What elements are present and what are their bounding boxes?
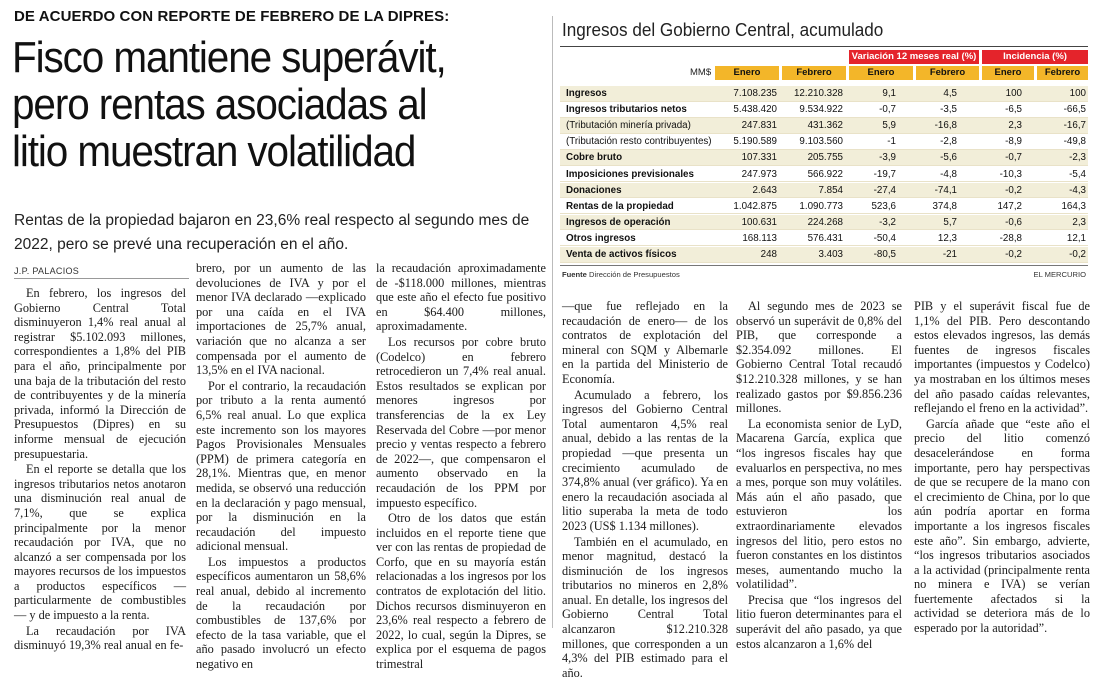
col-header-febrero-var: Febrero: [916, 66, 979, 80]
cell-value: 5.190.589: [733, 136, 777, 148]
cell-value: -21: [942, 249, 957, 260]
cell-value: -0,6: [1005, 216, 1022, 228]
cell-value: -5,4: [1069, 168, 1086, 180]
byline: J.P. PALACIOS: [14, 266, 80, 276]
col-header-febrero-mm: Febrero: [782, 66, 846, 80]
cell-value: -19,7: [873, 168, 896, 180]
paragraph: En el reporte se detalla que los ingresos tributarios netos anotaron una disminución real anual de 7,1%, que se explica principalmente por la menor recaudación por IVA, que no alcanzó a ser compensada por los mayores recursos de los impuestos a productos específicos —particularmente de combustibles— y de impuesto a la renta.: [14, 462, 186, 623]
headline: Fisco mantiene superávit, pero rentas asociadas al litio muestran volatilidad: [12, 33, 446, 176]
row-label: Venta de activos físicos: [566, 249, 677, 260]
cell-value: 248: [760, 249, 777, 260]
cell-value: 107.331: [741, 152, 777, 164]
table-row: [560, 86, 1088, 102]
article-column-2: [196, 261, 366, 673]
cell-value: 9.534.922: [799, 104, 843, 116]
table-row: [560, 150, 1088, 166]
cell-value: 7.108.235: [733, 88, 777, 99]
cell-value: -66,5: [1063, 104, 1086, 116]
paragraph: García añade que “este año el precio del litio comenzó desacelerándose en forma importante, pero hay perspectivas de que se recupere de la mano con el crecimiento de China, por lo que aún podría aportar en forma importante a los ingresos fiscales este año”. Sin embargo, advierte, “los ingresos tributarios asociados a la actividad (principalmente renta no minera e IVA) se verían fuertemente afectados si la actividad se deteriora más de lo esperado por la autoridad”.: [914, 416, 1090, 636]
row-label: Cobre bruto: [566, 152, 623, 164]
table-row: [560, 102, 1088, 118]
cell-value: -5,6: [940, 152, 957, 164]
table-row: [560, 199, 1088, 215]
cell-value: -0,2: [1005, 184, 1022, 196]
cell-value: 431.362: [807, 120, 843, 132]
source-label: Fuente: [562, 270, 587, 279]
article-column-5: [736, 299, 902, 652]
paragraph: brero, por un aumento de las devoluciones de IVA y por el menor IVA declarado —explicado por una caída en el IVA importaciones de 25,7% anual, variación que no alcanza a ser compensada por el aumento de 13,5% en el IVA nacional.: [196, 261, 366, 378]
cell-value: 3.403: [818, 249, 843, 260]
cell-value: 100: [1005, 88, 1022, 99]
row-label: (Tributación resto contribuyentes): [566, 136, 712, 148]
article-column-3: [376, 261, 546, 673]
paragraph: —que fue reflejado en la recaudación de enero— de los contratos de explotación del mineral con SQM y Albemarle en la partida del Ministerio de Economía.: [562, 299, 728, 386]
cell-value: 523,6: [871, 200, 896, 212]
cell-value: -74,1: [934, 184, 957, 196]
cell-value: -8,9: [1005, 136, 1022, 148]
article-column-4: [562, 299, 728, 681]
row-label: Ingresos: [566, 88, 607, 99]
paragraph: La recaudación por IVA disminuyó 19,3% real anual en fe-: [14, 623, 186, 653]
cell-value: 5,7: [943, 216, 957, 228]
cell-value: -80,5: [873, 249, 896, 260]
cell-value: -0,7: [879, 104, 896, 116]
cell-value: 2,3: [1072, 216, 1086, 228]
table-row: [560, 118, 1088, 134]
paragraph: También en el acumulado, en menor magnitud, destacó la disminución de los ingresos tributarios no mineros en 2,8% anual. En detalle, los ingresos del Gobierno Central Total alcanzaron $12.210.328 millones, que corresponden a un 4,3% del PIB estimado para el año.: [562, 534, 728, 680]
table-row: [560, 183, 1088, 199]
paragraph: Al segundo mes de 2023 se observó un superávit de 0,8% del PIB, que corresponde a $2.354.092 millones. El Gobierno Central Total recaudó $12.210.328 millones, y se han realizado gastos por $9.856.236 millones.: [736, 299, 902, 416]
cell-value: 100: [1069, 88, 1086, 99]
source-note: [562, 270, 680, 279]
table-row: [560, 134, 1088, 150]
cell-value: 12,3: [937, 232, 957, 244]
cell-value: -3,5: [940, 104, 957, 116]
table-row: [560, 247, 1088, 263]
paragraph: Por el contrario, la recaudación por tributo a la renta aumentó 6,5% real anual. Lo que explica este incremento son los mayores Pagos Provisionales Mensuales (PPM) de primera categoría en 28,1%. Mientras que, en menor medida, se observó una reducción en la declaración y pago mensual, por la disminución en la recaudación del impuesto adicional mensual.: [196, 378, 366, 554]
row-label: Otros ingresos: [566, 232, 636, 244]
row-label: Imposiciones previsionales: [566, 168, 694, 180]
cell-value: 576.431: [807, 232, 843, 244]
deck: Rentas de la propiedad bajaron en 23,6% real respecto al segundo mes de 2022, pero se prevé una recuperación en el año.: [14, 212, 530, 253]
paragraph: Precisa que “los ingresos del litio fueron determinantes para el superávit del año pasado, ya que estos alcanzaron a 1,6% del: [736, 592, 902, 651]
cell-value: 7.854: [818, 184, 843, 196]
cell-value: -10,3: [999, 168, 1022, 180]
cell-value: 4,5: [943, 88, 957, 99]
cell-value: -4,8: [940, 168, 957, 180]
cell-value: 374,8: [932, 200, 957, 212]
table-row: [560, 215, 1088, 231]
cell-value: 164,3: [1061, 200, 1086, 212]
cell-value: 9,1: [882, 88, 896, 99]
cell-value: 12.210.328: [793, 88, 843, 99]
cell-value: -16,7: [1063, 120, 1086, 132]
cell-value: 100.631: [741, 216, 777, 228]
row-label: Ingresos tributarios netos: [566, 104, 687, 116]
row-label: Rentas de la propiedad: [566, 200, 674, 212]
cell-value: 247.831: [741, 120, 777, 132]
paragraph: La economista senior de LyD, Macarena García, explica que “los ingresos fiscales hay que evaluarlos en perspectiva, no mes a mes, porque son muy volátiles. Más aún el año pasado, que estuvieron los extraordinariamente elevados ingresos del litio, pero estos no fueron constantes en los distintos meses, aumentando mucho la volatilidad”.: [736, 416, 902, 592]
cell-value: -6,5: [1005, 104, 1022, 116]
row-label: Donaciones: [566, 184, 622, 196]
row-label: (Tributación minería privada): [566, 120, 691, 132]
table-row: [560, 231, 1088, 247]
table-title: Ingresos del Gobierno Central, acumulado: [562, 20, 884, 40]
cell-value: 5,9: [882, 120, 896, 132]
cell-value: -27,4: [873, 184, 896, 196]
table-title-rule: [560, 46, 1088, 47]
paragraph: Los impuestos a productos específicos aumentaron un 58,6% real anual, debido al incremento de la recaudación por combustibles de 137,6% por efecto de la tasa variable, que el año pasado involucró un efecto negativo en: [196, 554, 366, 672]
byline-rule: [14, 278, 189, 279]
paragraph: la recaudación aproximadamente de -$118.000 millones, mientras que este año el efecto fue positivo en $64.400 millones, aproximadamente.: [376, 261, 546, 334]
group-header-incidencia: Incidencia (%): [982, 50, 1088, 64]
paragraph: En febrero, los ingresos del Gobierno Central Total disminuyeron 1,4% real anual al registrar $5.102.093 millones, correspondientes a 1,8% del PIB para el año, principalmente por una baja de la tributación del resto de contribuyentes y de la minería privada, informó la Dirección de Presupuestos (Dipres) en su informe mensual de ejecución presupuestaria.: [14, 286, 186, 461]
section-divider: [552, 16, 553, 628]
cell-value: 1.042.875: [733, 200, 777, 212]
cell-value: 2.643: [752, 184, 777, 196]
group-header-variacion: Variación 12 meses real (%): [849, 50, 979, 64]
credit: EL MERCURIO: [1033, 270, 1086, 279]
cell-value: -0,2: [1005, 249, 1022, 260]
row-label: Ingresos de operación: [566, 216, 671, 228]
cell-value: -49,8: [1063, 136, 1086, 148]
cell-value: 168.113: [742, 232, 777, 244]
cell-value: -0,2: [1069, 249, 1086, 260]
table-bottom-rule: [560, 265, 1088, 266]
cell-value: -3,2: [879, 216, 896, 228]
cell-value: -0,7: [1005, 152, 1022, 164]
cell-value: 1.090.773: [799, 200, 843, 212]
cell-value: -16,8: [934, 120, 957, 132]
cell-value: 147,2: [997, 200, 1022, 212]
cell-value: -3,9: [879, 152, 896, 164]
cell-value: -2,8: [940, 136, 957, 148]
cell-value: -1: [887, 136, 896, 148]
paragraph: PIB y el superávit fiscal fue de 1,1% del PIB. Pero descontando estos elevados ingresos, las demás fuentes de ingresos fiscales importantes (impuestos y Codelco) ya mostraban en los últimos meses del año pasado caídas relevantes, reflejando el freno en la actividad”.: [914, 299, 1090, 416]
col-header-enero-mm: Enero: [715, 66, 779, 80]
cell-value: 247.973: [741, 168, 777, 180]
cell-value: -28,8: [999, 232, 1022, 244]
paragraph: Otro de los datos que están incluidos en el reporte tiene que ver con las rentas de propiedad de Corfo, que en su mayoría están relacionadas a los ingresos por los contratos de explotación del litio. Dichos recursos disminuyeron en 23,6% real respecto a febrero de 2022, lo cual, según la Dipres, se explica por el esquema de pagos trimestral: [376, 511, 546, 672]
cell-value: 205.755: [807, 152, 843, 164]
kicker: DE ACUERDO CON REPORTE DE FEBRERO DE LA DIPRES:: [14, 8, 450, 25]
article-column-1: [14, 286, 186, 654]
source-text: Dirección de Presupuestos: [589, 270, 680, 279]
col-header-febrero-inc: Febrero: [1037, 66, 1088, 80]
paragraph: Acumulado a febrero, los ingresos del Gobierno Central Total aumentaron 4,5% real anual, debido a las rentas de la propiedad —que presenta un crecimiento acumulado de 374,8% anual (ver gráfico). Ya en enero la recaudación asociada al litio superaba la meta de todo 2023 (US$ 1.134 millones).: [562, 387, 728, 533]
cell-value: 9.103.560: [799, 136, 843, 148]
cell-value: 2,3: [1008, 120, 1022, 132]
table-row: [560, 167, 1088, 183]
col-header-enero-inc: Enero: [982, 66, 1034, 80]
paragraph: Los recursos por cobre bruto (Codelco) en febrero retrocedieron un 7,4% real anual. Estos resultados se explican por menores ingresos por transferencias de la ex Ley Reservada del Cobre —por menor precio y ventas respecto a febrero de 2022—, que compensaron el aumento observado en la recaudación de los PPM por impuesto específico.: [376, 334, 546, 510]
col-header-enero-var: Enero: [849, 66, 913, 80]
cell-value: -2,3: [1069, 152, 1086, 164]
cell-value: 224.268: [807, 216, 843, 228]
cell-value: 566.922: [807, 168, 843, 180]
article-column-6: [914, 299, 1090, 637]
cell-value: -50,4: [873, 232, 896, 244]
cell-value: 12,1: [1066, 232, 1086, 244]
unit-label: MM$: [690, 67, 712, 78]
cell-value: -4,3: [1069, 184, 1086, 196]
cell-value: 5.438.420: [733, 104, 777, 116]
